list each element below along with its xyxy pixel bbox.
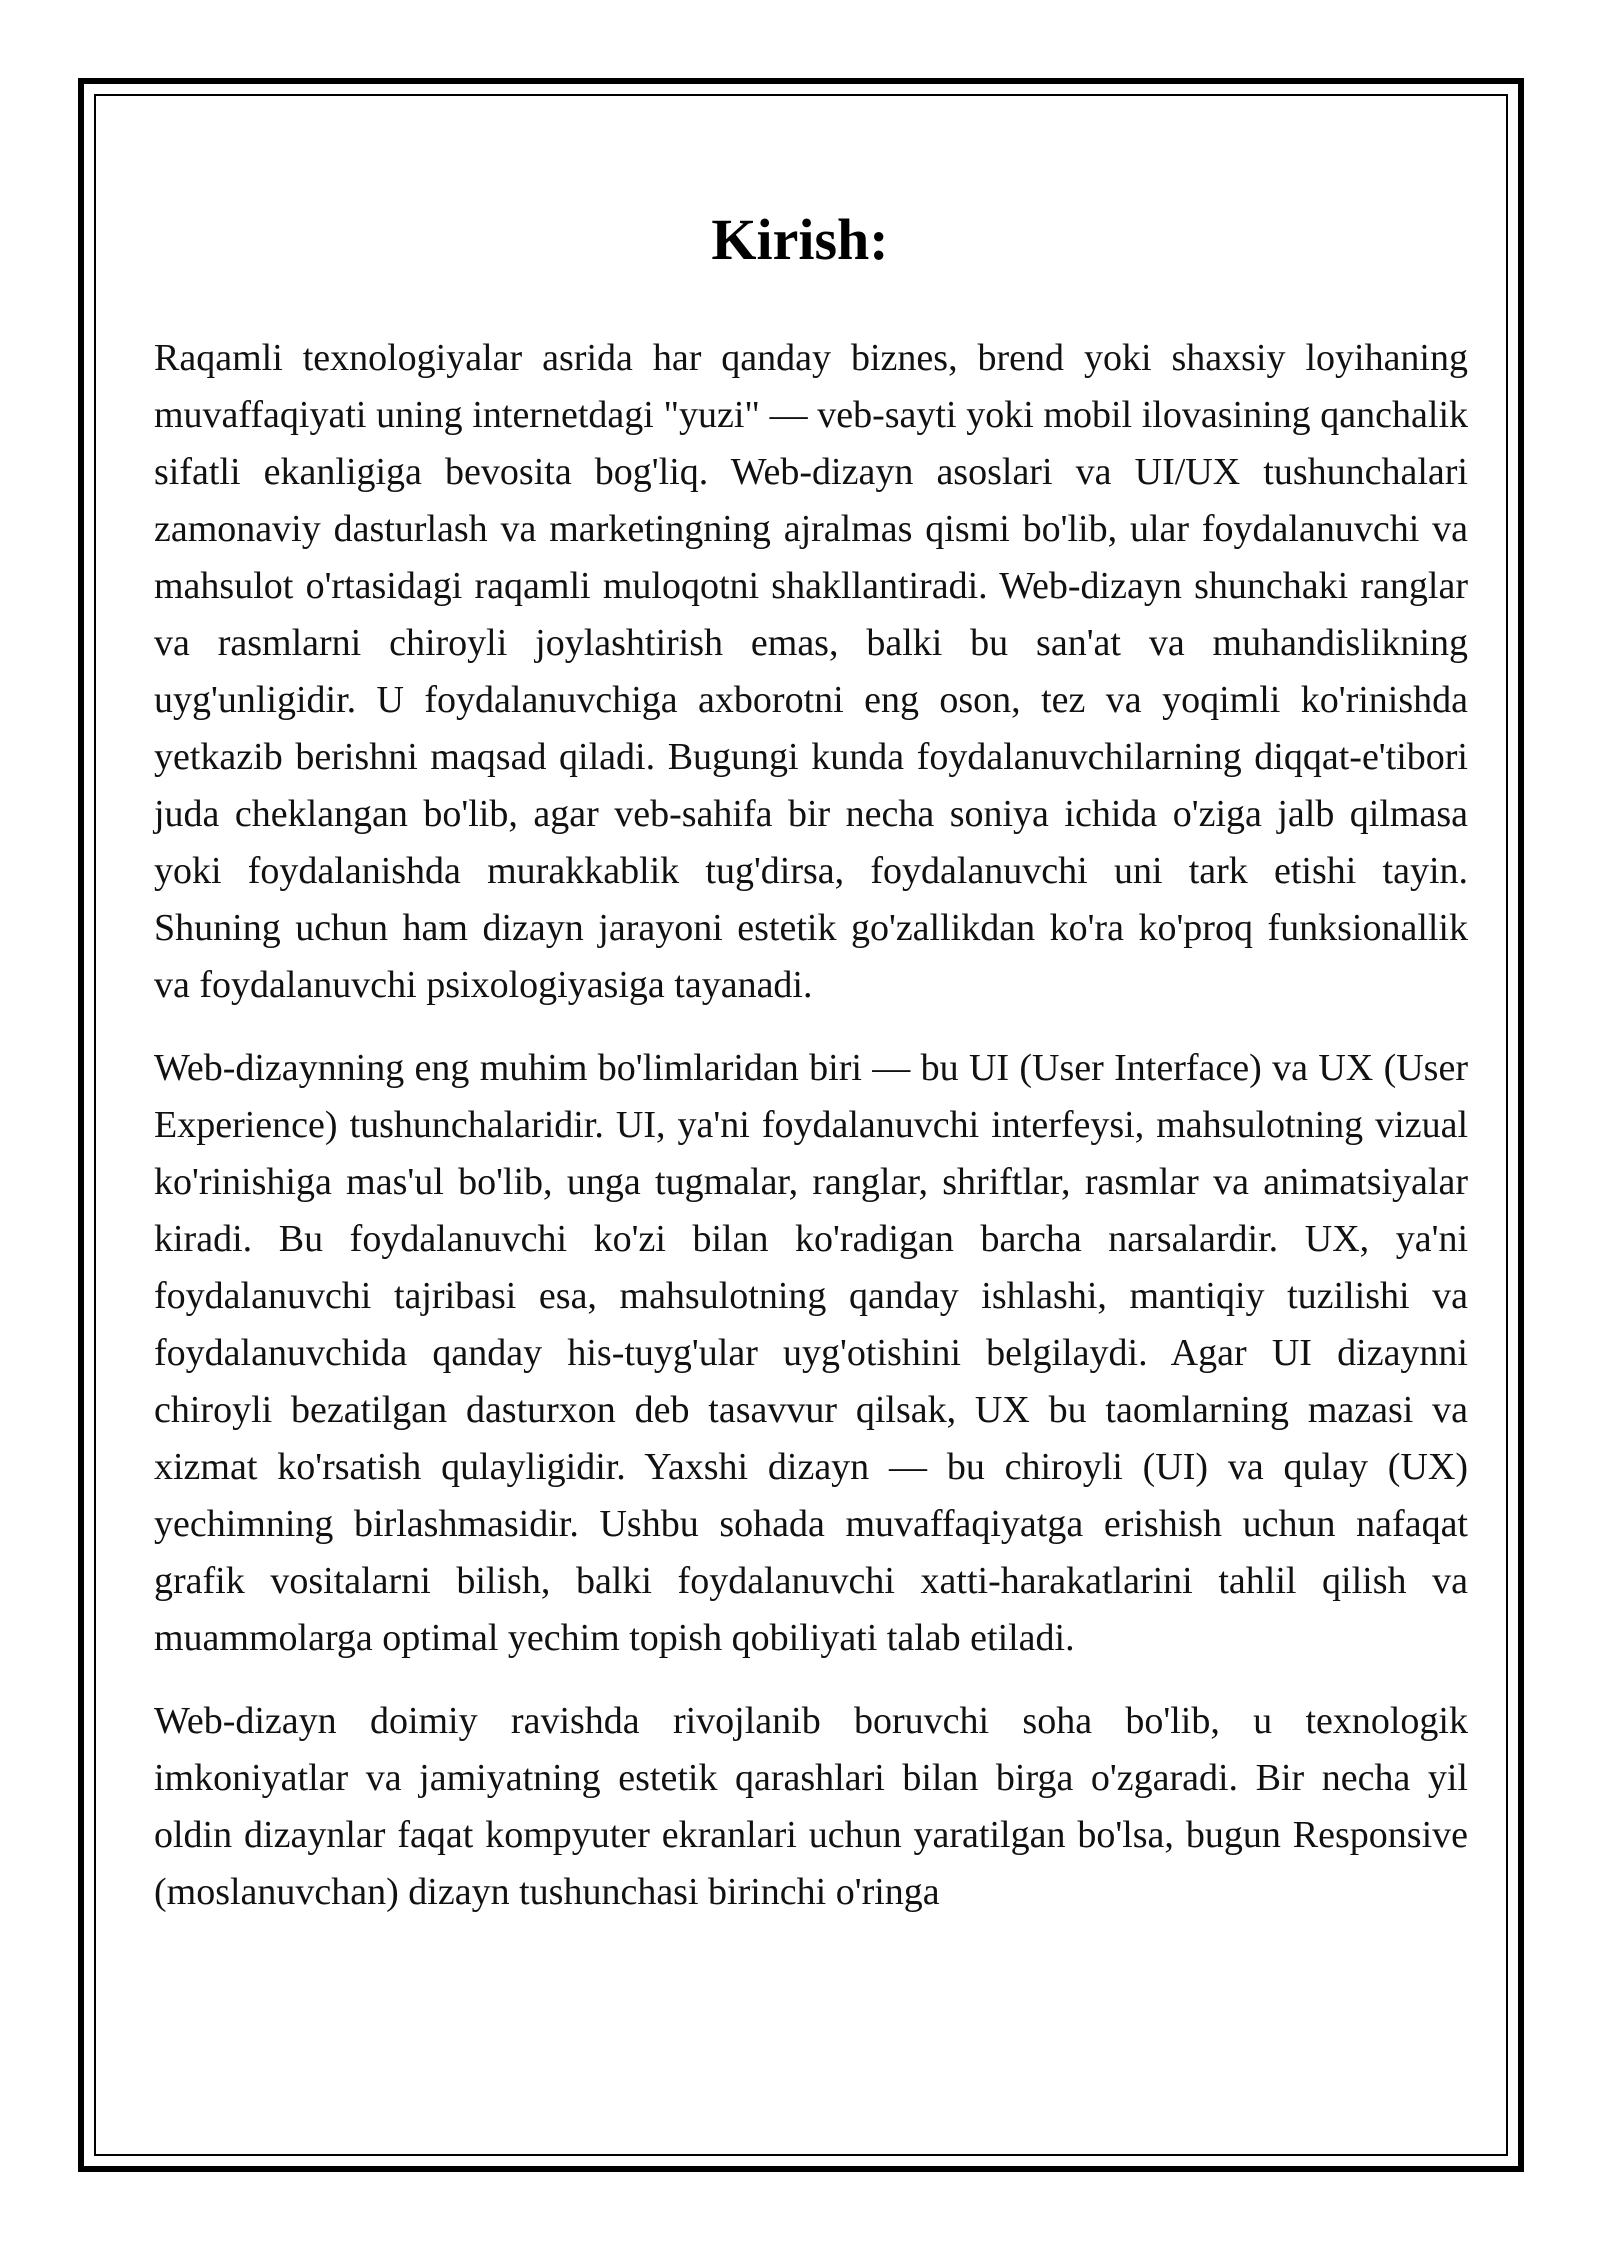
page-title: Kirish:: [711, 207, 889, 272]
paragraph-evolution: Web-dizayn doimiy ravishda rivojlanib boruvchi soha bo'lib, u texnologik imkoniyatlar va jamiyatning estetik qarashlari bilan birga o'zgaradi. Bir necha yil oldin dizaynlar faqat kompyuter ekranlari uchun yaratilgan bo'lsa, bugun Responsive (moslanuvchan) dizayn tushunchasi birinchi o'ringa: [154, 1700, 1468, 1913]
paragraph-intro: Raqamli texnologiyalar asrida har qanday biznes, brend yoki shaxsiy loyihaning muvaffaqiyati uning internetdagi "yuzi" — veb-sayti yoki mobil ilovasining qanchalik sifatli ekanligiga bevosita bog'liq. Web-dizayn asoslari va UI/UX tushunchalari zamonaviy dasturlash va marketingning ajralmas qismi bo'lib, ular foydalanuvchi va mahsulot o'rtasidagi raqamli muloqotni shakllantiradi. Web-dizayn shunchaki ranglar va rasmlarni chiroyli joylashtirish emas, balki bu san'at va muhandislikning uyg'unligidir. U foydalanuvchiga axborotni eng oson, tez va yoqimli ko'rinishda yetkazib berishni maqsad qiladi. Bugungi kunda foydalanuvchilarning diqqat-e'tibori juda cheklangan bo'lib, agar veb-sahifa bir necha soniya ichida o'ziga jalb qilmasa yoki foydalanishda murakkablik tug'dirsa, foydalanuvchi uni tark etishi tayin. Shuning uchun ham dizayn jarayoni estetik go'zallikdan ko'ra ko'proq funksionallik va foydalanuvchi psixologiyasiga tayanadi.: [154, 337, 1468, 1006]
paragraph-ui-ux: Web-dizaynning eng muhim bo'limlaridan biri — bu UI (User Interface) va UX (User Experience) tushunchalaridir. UI, ya'ni foydalanuvchi interfeysi, mahsulotning vizual ko'rinishiga mas'ul bo'lib, unga tugmalar, ranglar, shriftlar, rasmlar va animatsiyalar kiradi. Bu foydalanuvchi ko'zi bilan ko'radigan barcha narsalardir. UX, ya'ni foydalanuvchi tajribasi esa, mahsulotning qanday ishlashi, mantiqiy tuzilishi va foydalanuvchida qanday his-tuyg'ular uyg'otishini belgilaydi. Agar UI dizaynni chiroyli bezatilgan dasturxon deb tasavvur qilsak, UX bu taomlarning mazasi va xizmat ko'rsatish qulayligidir. Yaxshi dizayn — bu chiroyli (UI) va qulay (UX) yechimning birlashmasidir. Ushbu sohada muvaffaqiyatga erishish uchun nafaqat grafik vositalarni bilish, balki foydalanuvchi xatti-harakatlarini tahlil qilish va muammolarga optimal yechim topish qobiliyati talab etiladi.: [154, 1047, 1468, 1659]
document-body: [154, 330, 1468, 1947]
